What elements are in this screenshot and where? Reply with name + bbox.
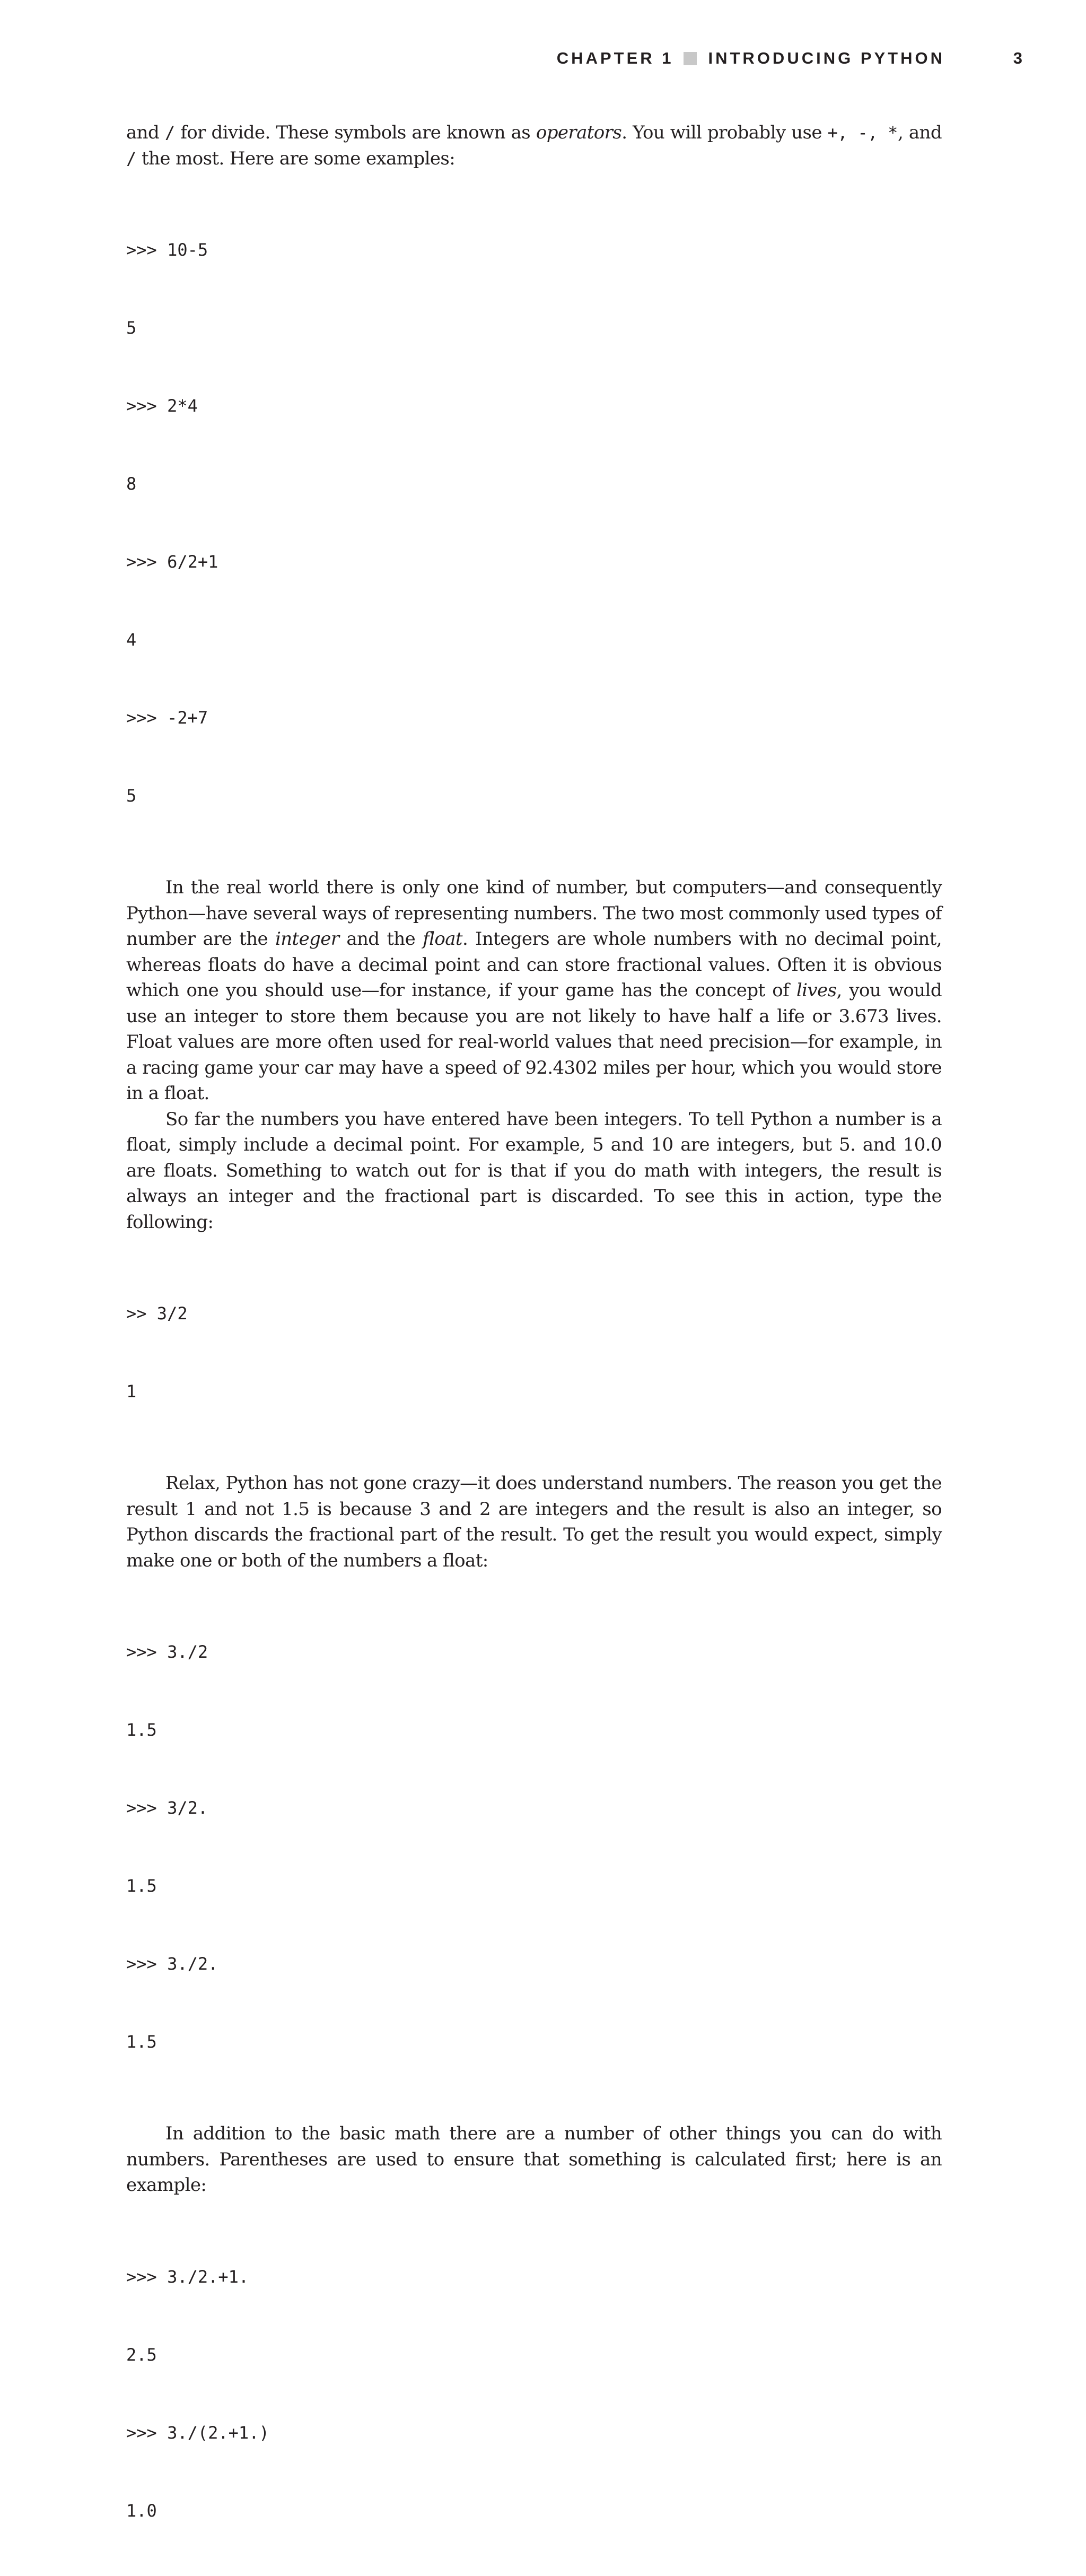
code-line: 1.0 [126, 2500, 157, 2521]
code-line: >>> 3./2. [126, 1954, 218, 1974]
paragraph-relax: Relax, Python has not gone crazy—it does understand numbers. The reason you get the result 1 and not 1.5 is because 3 and 2 are integers and the result is also an integer, so Python discards the fractional part of the result. To get the result you would expect, simply make one or both of the numbers a float: [126, 1473, 942, 1571]
chapter-title: INTRODUCING PYTHON [708, 49, 945, 67]
page-body [126, 120, 942, 2576]
code-line: >>> 2*4 [126, 396, 198, 416]
term-lives: lives [796, 980, 837, 1001]
operator-divide: / [164, 123, 175, 143]
paragraph-addition: In addition to the basic math there are a number of other things you can do with numbers. Parentheses are used to ensure that something is calculated first; here is an example: [126, 2123, 942, 2196]
paragraph-so-far: So far the numbers you have entered have been integers. To tell Python a number is a float, simply include a decimal point. For example, 5 and 10 are integers, but 5. and 10.0 are floats. Something to watch out for is that if you do math with integers, the result is always an integer and the fractional part is discarded. To see this in action, type the following: [126, 1108, 942, 1233]
code-block-examples [126, 185, 942, 861]
operator-list: +, -, * [827, 123, 898, 143]
spacer [126, 1457, 942, 1470]
spacer [126, 1235, 942, 1249]
code-line: 4 [126, 630, 137, 650]
code-line: 1.5 [126, 1720, 157, 1740]
operator-slash: / [126, 148, 136, 169]
code-line: 1.5 [126, 2032, 157, 2052]
header-separator-square [684, 52, 697, 65]
term-integer: integer [275, 928, 339, 950]
spacer [126, 1573, 942, 1587]
code-line: 2.5 [126, 2344, 157, 2365]
code-block-integer-division [126, 1249, 942, 1457]
paragraph-number-types: In the real world there is only one kind of number, but computers—and consequently Python—have several ways of representing numbers. The two most commonly used types of number are the integer and the float. Integers are whole numbers with no decimal point, whereas floats do have a decimal point and can store fractional values. Often it is obvious which one you should use—for instance, if your game has the concept of lives, you would use an integer to store them because you are not likely to have half a life or 3.673 lives. Float values are more often used for real-world values that need precision—for example, in a racing game your car may have a speed of 92.4302 miles per hour, which you would store in a float. [126, 877, 942, 1104]
code-line: >> 3/2 [126, 1303, 188, 1324]
code-block-float-division [126, 1587, 942, 2107]
term-operators: operators [536, 122, 622, 143]
code-line: >>> 3./(2.+1.) [126, 2422, 269, 2443]
spacer [126, 2107, 942, 2121]
code-line: >>> 6/2+1 [126, 552, 218, 572]
code-line: >>> -2+7 [126, 708, 208, 728]
term-float: float [423, 928, 462, 950]
chapter-label: CHAPTER 1 [556, 49, 674, 67]
code-line: 1 [126, 1381, 137, 1402]
page-number: 3 [1013, 49, 1022, 67]
intro-paragraph: and / for divide. These symbols are known as operators. You will probably use +, -, *, and / the most. Here are some examples: [126, 122, 942, 169]
code-block-parentheses [126, 2212, 942, 2576]
running-header [557, 49, 945, 68]
code-line: 8 [126, 474, 137, 494]
code-line: >>> 3/2. [126, 1798, 208, 1818]
code-line: >>> 3./2.+1. [126, 2266, 249, 2287]
spacer [126, 2198, 942, 2212]
spacer [126, 171, 942, 185]
code-line: 5 [126, 786, 137, 806]
code-line: >>> 3./2 [126, 1642, 208, 1662]
code-line: >>> 10-5 [126, 240, 208, 260]
code-line: 5 [126, 318, 137, 338]
spacer [126, 861, 942, 875]
code-line: 1.5 [126, 1876, 157, 1896]
